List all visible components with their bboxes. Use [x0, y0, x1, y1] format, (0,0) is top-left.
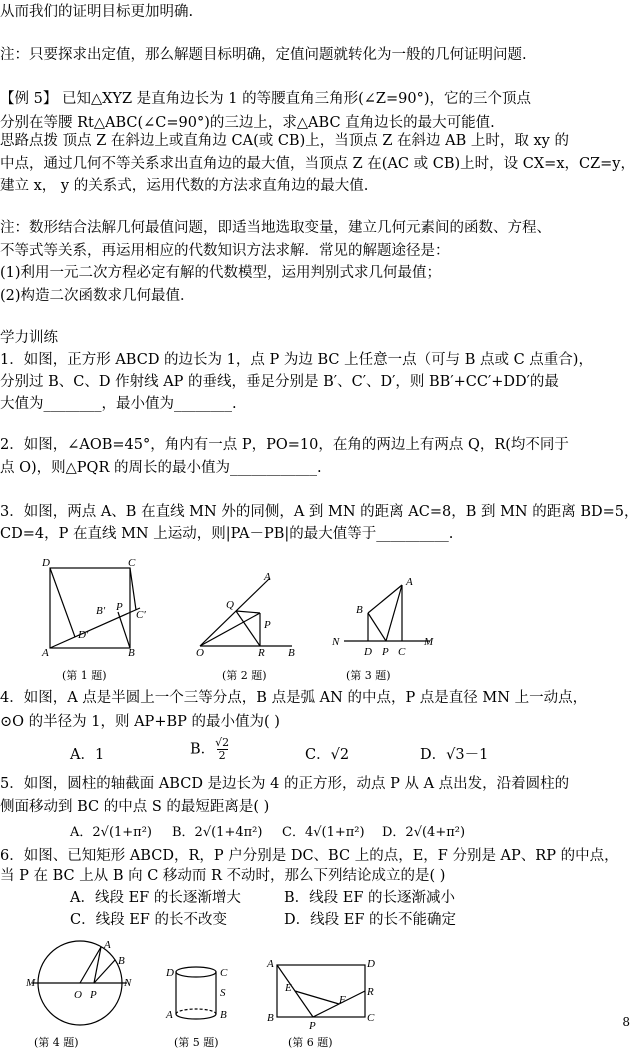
figure-caption: (第 6 题)	[288, 1036, 333, 1049]
option-c: C．线段 EF 的长不改变	[70, 912, 227, 928]
text-line: (2)构造二次函数求几何最值．	[0, 288, 195, 304]
svg-text:A: A	[42, 647, 49, 656]
svg-text:A: A	[166, 1009, 173, 1021]
svg-text:C: C	[367, 1012, 375, 1024]
svg-text:R: R	[258, 647, 265, 658]
svg-text:M: M	[26, 977, 36, 989]
option-c: C．4√(1+π²)	[282, 825, 365, 840]
svg-text:A: A	[264, 571, 271, 583]
svg-text:A: A	[267, 958, 274, 970]
svg-text:B: B	[356, 604, 363, 616]
question-1: 1．如图，正方形 ABCD 的边长为 1，点 P 为边 BC 上任意一点（可与 B 点或 C 点重合)，	[0, 352, 593, 368]
svg-text:B: B	[128, 647, 135, 656]
svg-text:C: C	[220, 967, 228, 979]
option-c: C．√2	[305, 747, 350, 763]
numerator: √2	[215, 736, 230, 749]
text-line: 建立 x， y 的关系式，运用代数的方法求直角边的最大值.	[0, 178, 369, 194]
figure-caption: (第 4 题)	[34, 1036, 79, 1049]
svg-text:O: O	[74, 989, 82, 1001]
figure-caption: (第 1 题)	[62, 669, 107, 682]
option-d: D．√3－1	[420, 747, 489, 763]
text-line: (1)利用一元二次方程必定有解的代数模型，运用判别式求几何最值；	[0, 265, 442, 281]
question-2: 点 O)，则△PQR 的周长的最小值为____________.	[0, 460, 322, 476]
svg-text:N: N	[332, 636, 340, 648]
option-label: B．	[190, 741, 216, 758]
figure-3	[330, 575, 440, 660]
figure-1	[40, 556, 160, 656]
svg-text:P: P	[90, 989, 97, 1001]
question-1: 大值为________，最小值为________.	[0, 396, 237, 412]
svg-text:F: F	[339, 994, 346, 1006]
question-3: CD=4，P 在直线 MN 上运动，则|PA－PB|的最大值等于__________.	[0, 526, 454, 542]
svg-text:R: R	[367, 986, 374, 998]
svg-text:D: D	[364, 646, 372, 658]
text-line: 分别在等腰 Rt△ABC(∠C=90°)的三边上，求△ABC 直角边长的最大可能值.	[0, 115, 495, 131]
svg-text:P: P	[309, 1020, 316, 1030]
option-b: B．2√(1+4π²)	[172, 825, 263, 840]
svg-text:C′: C′	[136, 609, 146, 621]
svg-text:B: B	[118, 955, 125, 967]
question-1: 分别过 B、C、D 作射线 AP 的垂线，垂足分别是 B′、C′、D′，则 BB′+CC′+DD′的最	[0, 374, 559, 390]
svg-text:D: D	[367, 958, 375, 970]
option-a: A．1	[70, 747, 105, 763]
svg-text:B: B	[288, 647, 295, 658]
figure-caption: (第 3 题)	[346, 669, 391, 682]
figure-4	[22, 938, 137, 1038]
text-line: 思路点拨 顶点 Z 在斜边上或直角边 CA(或 CB)上，当顶点 Z 在斜边 AB 上时，取 xy 的	[0, 133, 569, 149]
svg-text:C: C	[398, 646, 406, 658]
text-line: 注：数形结合法解几何最值问题，即适当地选取变量，建立几何元素间的函数、方程、	[0, 220, 551, 236]
option-b: B．线段 EF 的长逐渐减小	[284, 890, 456, 906]
svg-text:D: D	[166, 967, 174, 979]
svg-text:S: S	[220, 987, 226, 999]
svg-text:P: P	[382, 646, 389, 658]
option-a: A．2√(1+π²)	[70, 825, 153, 840]
option-b	[190, 737, 229, 762]
question-6: 当 P 在 BC 上从 B 向 C 移动而 R 不动时，那么下列结论成立的是( )	[0, 868, 446, 884]
svg-text:O: O	[196, 647, 204, 658]
option-d: D．线段 EF 的长不能确定	[284, 912, 456, 928]
section-heading: 学力训练	[0, 330, 58, 346]
text-line: 注：只要探求出定值，那么解题目标明确，定值问题就转化为一般的几何证明问题.	[0, 47, 527, 63]
svg-text:A: A	[406, 576, 413, 588]
denominator: 2	[218, 749, 226, 762]
svg-text:E: E	[285, 982, 292, 994]
text-line: 【例 5】 已知△XYZ 是直角边长为 1 的等腰直角三角形(∠Z=90°)，它的三个顶点	[0, 91, 532, 107]
fraction	[215, 737, 229, 762]
svg-text:D: D	[42, 557, 50, 569]
svg-text:N: N	[124, 977, 132, 989]
text-line: 不等式等关系，再运用相应的代数知识方法求解．常见的解题途径是：	[0, 243, 450, 259]
page-number: 8	[622, 1015, 630, 1029]
text-line: 从而我们的证明目标更加明确.	[0, 4, 194, 20]
svg-text:P: P	[116, 601, 123, 613]
question-4: 4．如图，A 点是半圆上一个三等分点，B 点是弧 AN 的中点，P 点是直径 MN 上一动点，	[0, 690, 588, 706]
svg-text:P: P	[264, 619, 271, 631]
figure-6	[265, 955, 380, 1030]
question-4: ⊙O 的半径为 1，则 AP+BP 的最小值为( )	[0, 714, 280, 730]
svg-text:C: C	[128, 557, 136, 569]
question-6: 6．如图、已知矩形 ABCD，R，P 户分别是 DC、BC 上的点，E，F 分别是 AP、RP 的中点，	[0, 848, 619, 864]
option-d: D．2√(4+π²)	[382, 825, 466, 840]
option-a: A．线段 EF 的长逐渐增大	[70, 890, 241, 906]
text-line: 中点，通过几何不等关系求出直角边的最大值，当顶点 Z 在(AC 或 CB)上时，设 CX=x，CZ=y，	[0, 156, 636, 172]
svg-text:D′: D′	[78, 629, 89, 641]
question-2: 2．如图，∠AOB=45°，角内有一点 P，PO=10，在角的两边上有两点 Q，R(均不同于	[0, 437, 569, 453]
figure-caption: (第 5 题)	[174, 1036, 219, 1049]
svg-text:A: A	[104, 939, 111, 951]
figure-2	[192, 568, 302, 658]
svg-text:Q: Q	[226, 599, 234, 611]
question-5: 5．如图，圆柱的轴截面 ABCD 是边长为 4 的正方形，动点 P 从 A 点出发，沿着圆柱的	[0, 776, 570, 792]
figure-5	[162, 960, 242, 1030]
question-3: 3．如图，两点 A、B 在直线 MN 外的同侧，A 到 MN 的距离 AC=8，B 到 MN 的距离 BD=5，	[0, 504, 639, 520]
svg-text:B: B	[267, 1012, 274, 1024]
question-5: 侧面移动到 BC 的中点 S 的最短距离是( )	[0, 799, 270, 815]
svg-text:B: B	[220, 1009, 227, 1021]
svg-text:M: M	[424, 636, 434, 648]
figure-caption: (第 2 题)	[222, 669, 267, 682]
svg-text:B′: B′	[96, 605, 106, 617]
